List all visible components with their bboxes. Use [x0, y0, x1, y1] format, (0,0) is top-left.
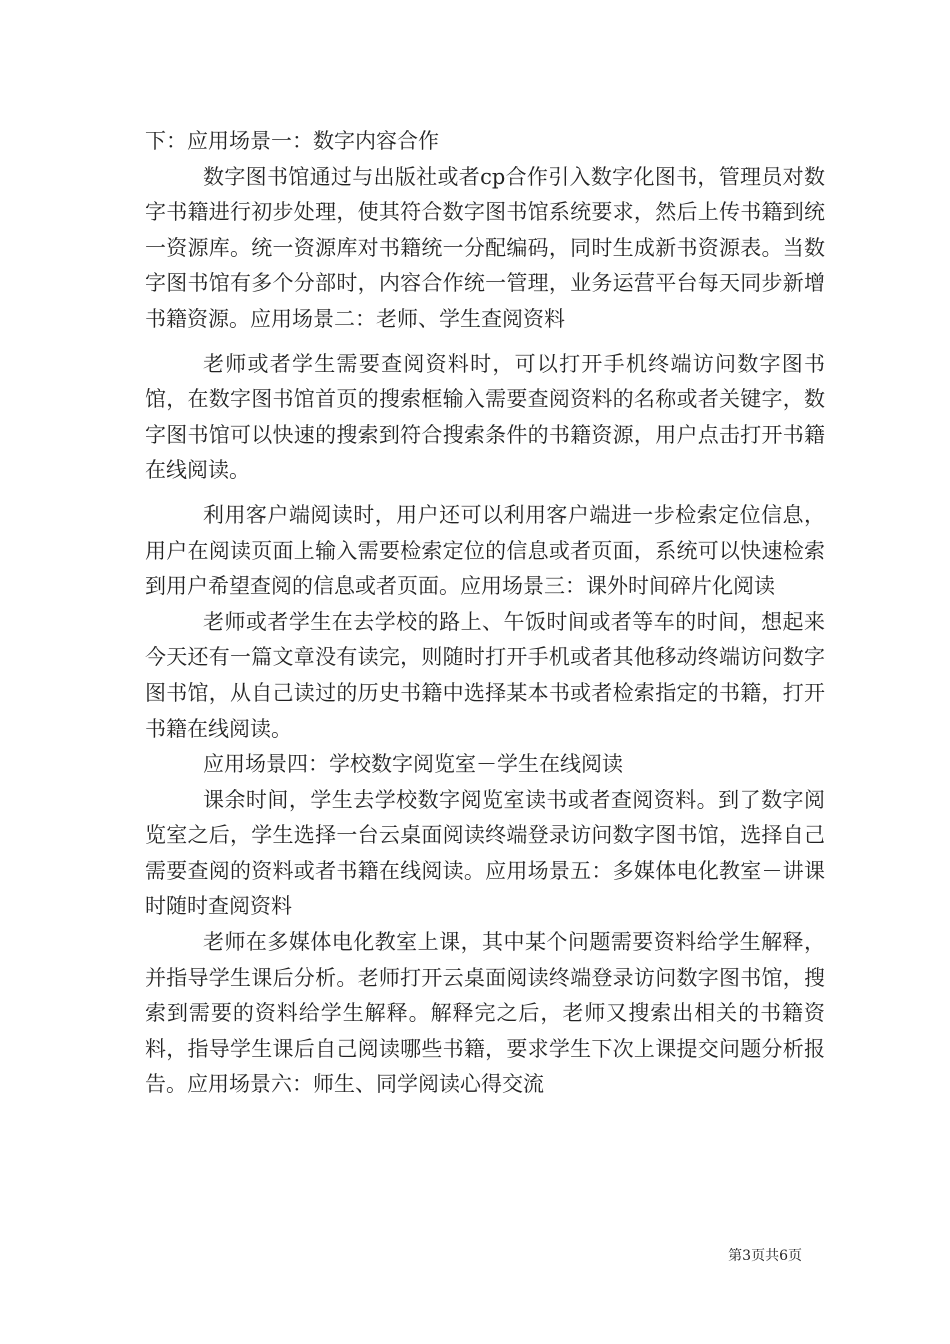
paragraph-scenario-4-heading: 应用场景四：学校数字阅览室－学生在线阅读 [203, 752, 623, 777]
paragraph-client-reading: 利用客户端阅读时，用户还可以利用客户端进一步检索定位信息，用户在阅读页面上输入需要检索定位的信息或者页面，系统可以快速检索到用户希望查阅的信息或者页面。应用场景三：课外时间碎片化阅读 [145, 502, 825, 599]
paragraph-multimedia-classroom: 老师在多媒体电化教室上课，其中某个问题需要资料给学生解释，并指导学生课后分析。老师打开云桌面阅读终端登录访问数字图书馆，搜索到需要的资料给学生解释。解释完之后，老师又搜索出相关的书籍资料，指导学生课后自己阅读哪些书籍，要求学生下次上课提交问题分析报告。应用场景六：师生、同学阅读心得交流 [145, 930, 825, 1097]
paragraph-scenario-1-heading: 下：应用场景一：数字内容合作 [145, 129, 439, 153]
paragraph-fragmented-reading: 老师或者学生在去学校的路上、午饭时间或者等车的时间，想起来今天还有一篇文章没有读完，则随时打开手机或者其他移动终端访问数字图书馆，从自己读过的历史书籍中选择某本书或者检索指定的书籍，打开书籍在线阅读。 [145, 609, 825, 741]
paragraph-content-cooperation: 数字图书馆通过与出版社或者cp合作引入数字化图书，管理员对数字书籍进行初步处理，使其符合数字图书馆系统要求，然后上传书籍到统一资源库。统一资源库对书籍统一分配编码，同时生成新书资源表。当数字图书馆有多个分部时，内容合作统一管理，业务运营平台每天同步新增书籍资源。应用场景二：老师、学生查阅资料 [145, 164, 825, 331]
document-body [145, 124, 825, 1103]
paragraph-reading-room: 课余时间，学生去学校数字阅览室读书或者查阅资料。到了数字阅览室之后，学生选择一台云桌面阅读终端登录访问数字图书馆，选择自己需要查阅的资料或者书籍在线阅读。应用场景五：多媒体电化教室－讲课时随时查阅资料 [145, 787, 825, 919]
page-number-footer: 第3页共6页 [728, 1248, 802, 1264]
paragraph-search-materials: 老师或者学生需要查阅资料时，可以打开手机终端访问数字图书馆，在数字图书馆首页的搜索框输入需要查阅资料的名称或者关键字，数字图书馆可以快速的搜索到符合搜索条件的书籍资源，用户点击打开书籍在线阅读。 [145, 351, 825, 483]
